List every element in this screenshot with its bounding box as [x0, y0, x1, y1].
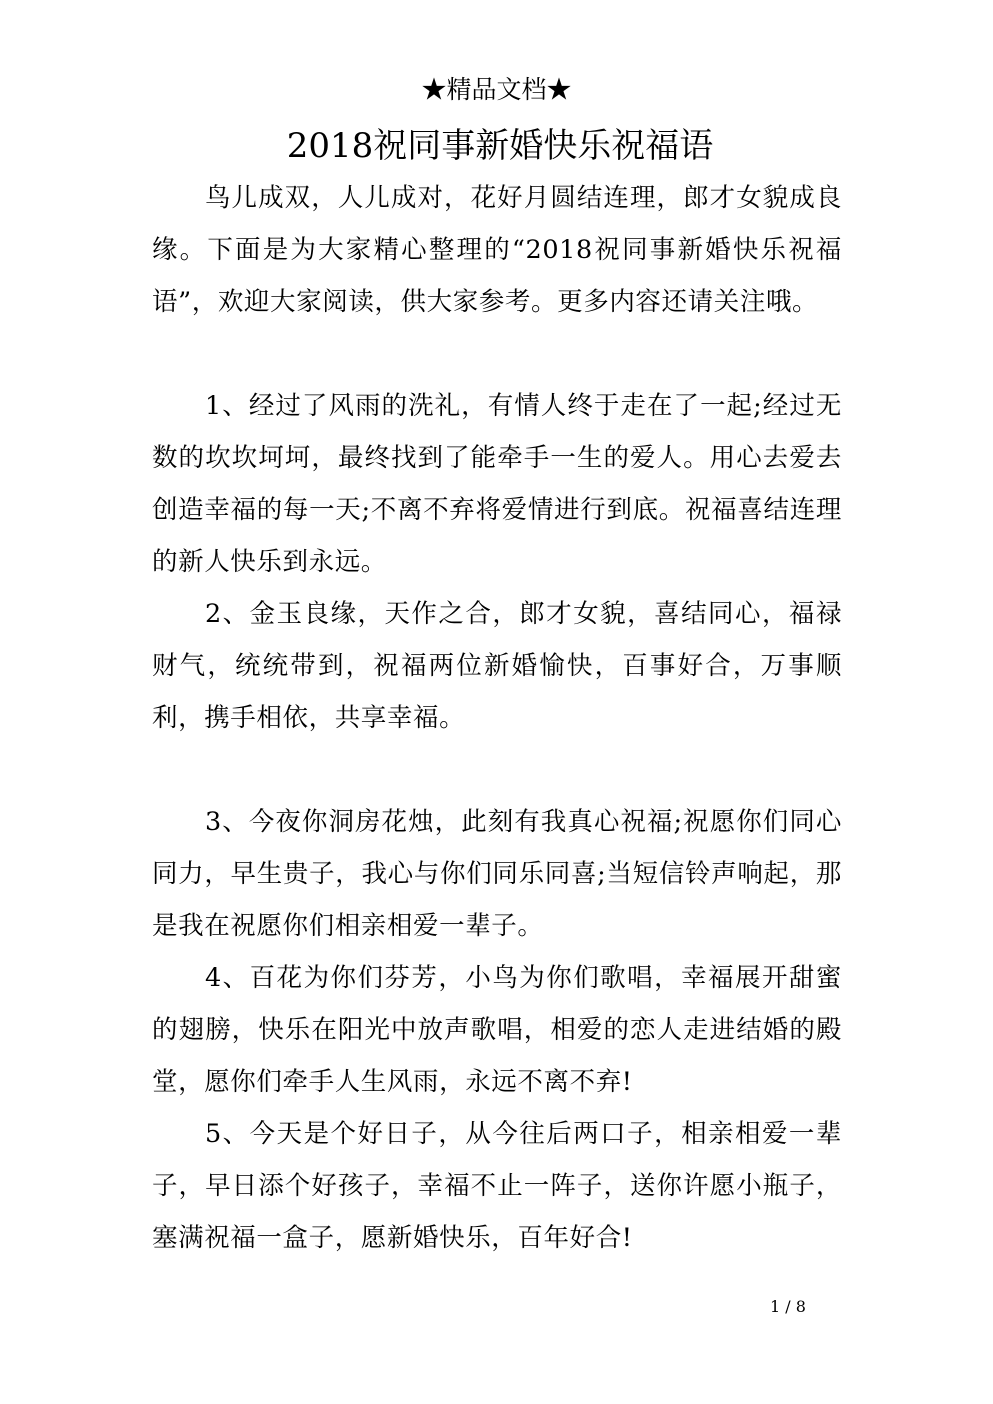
- header-mark: ★精品文档★: [421, 75, 572, 104]
- wish-paragraph-block-2: [152, 588, 842, 744]
- wish-paragraph-block-5: [152, 1108, 842, 1264]
- wish-paragraph-3: 3、今夜你洞房花烛，此刻有我真心祝福;祝愿你们同心同力，早生贵子，我心与你们同乐同喜;当短信铃声响起，那是我在祝愿你们相亲相爱一辈子。: [152, 807, 842, 941]
- wish-paragraph-4: 4、百花为你们芬芳，小鸟为你们歌唱，幸福展开甜蜜的翅膀，快乐在阳光中放声歌唱，相爱的恋人走进结婚的殿堂，愿你们牵手人生风雨，永远不离不弃!: [152, 963, 842, 1097]
- wish-paragraph-2: 2、金玉良缘，天作之合，郎才女貌，喜结同心，福禄财气，统统带到，祝福两位新婚愉快，百事好合，万事顺利，携手相依，共享幸福。: [152, 599, 842, 733]
- page-number: 1 / 8: [770, 1297, 806, 1316]
- wish-paragraph-block-4: [152, 952, 842, 1108]
- intro-paragraph: 鸟儿成双，人儿成对，花好月圆结连理，郎才女貌成良缘。下面是为大家精心整理的“2018祝同事新婚快乐祝福语”，欢迎大家阅读，供大家参考。更多内容还请关注哦。: [152, 183, 842, 317]
- wish-paragraph-block-3: [152, 796, 842, 952]
- intro-paragraph-block: [152, 172, 842, 328]
- wish-paragraph-5: 5、今天是个好日子，从今往后两口子，相亲相爱一辈子，早日添个好孩子，幸福不止一阵子，送你许愿小瓶子，塞满祝福一盒子，愿新婚快乐，百年好合!: [152, 1119, 842, 1253]
- wish-paragraph-1: 1、经过了风雨的洗礼，有情人终于走在了一起;经过无数的坎坎坷坷，最终找到了能牵手一生的爱人。用心去爱去创造幸福的每一天;不离不弃将爱情进行到底。祝福喜结连理的新人快乐到永远。: [152, 391, 842, 577]
- wish-paragraph-block-1: [152, 380, 842, 588]
- document-title: 2018祝同事新婚快乐祝福语: [286, 126, 714, 166]
